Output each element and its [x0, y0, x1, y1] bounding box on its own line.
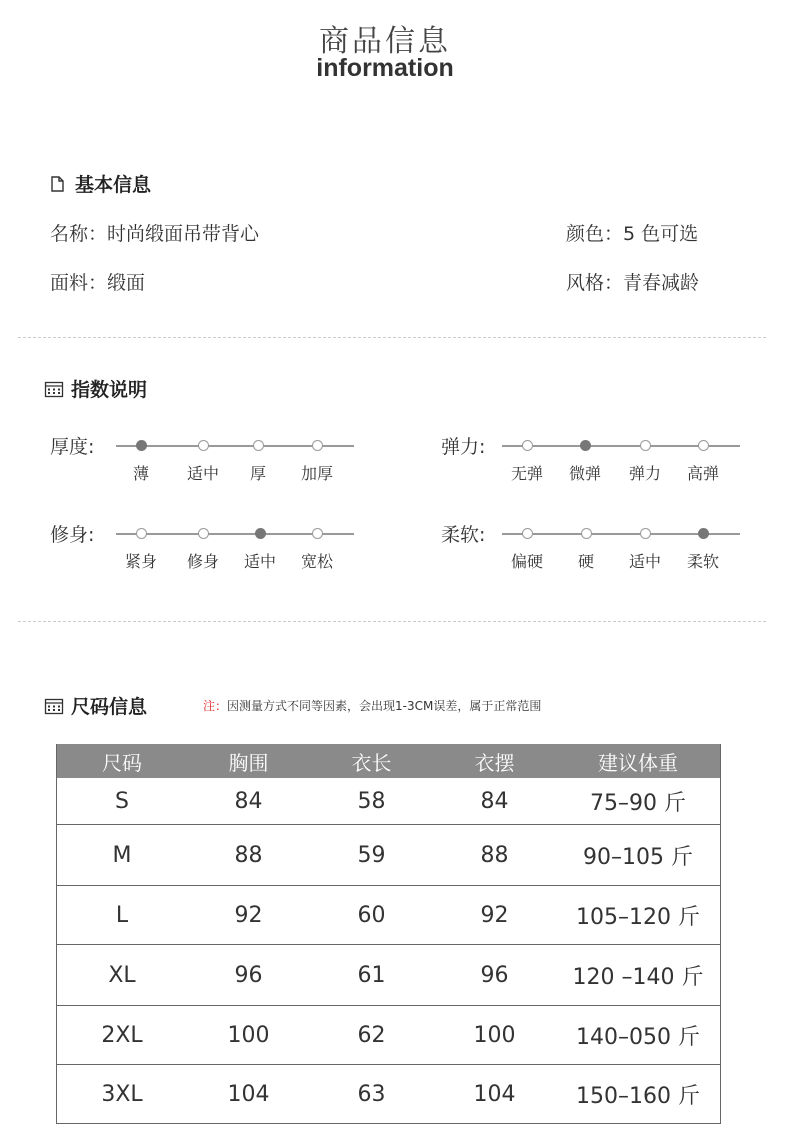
table-cell: 104	[187, 1065, 310, 1124]
table-cell: 84	[187, 778, 310, 825]
scale-dot	[253, 440, 264, 451]
size-note	[203, 697, 541, 714]
size-note-text: 因测量方式不同等因素，会出现1-3CM误差，属于正常范围	[227, 699, 542, 713]
page-subtitle: information	[316, 54, 454, 82]
scale-label: 厚度:	[50, 436, 95, 458]
table-cell: 84	[433, 778, 556, 825]
table-row	[57, 945, 720, 1006]
basic-info-title: 基本信息	[75, 174, 152, 196]
document-icon	[48, 175, 66, 193]
table-header-cell: 建议体重	[556, 744, 720, 778]
table-cell: 105–120 斤	[556, 886, 720, 945]
table-cell: 92	[187, 886, 310, 945]
table-cell: S	[57, 778, 187, 825]
product-name: 名称：时尚缎面吊带背心	[50, 223, 260, 245]
product-material: 面料：缎面	[50, 272, 146, 294]
scale-dot	[312, 528, 323, 539]
scale-option: 弹力	[628, 464, 661, 483]
table-cell: 96	[187, 945, 310, 1006]
table-row	[57, 886, 720, 945]
index-title: 指数说明	[71, 379, 148, 401]
scale-label: 修身:	[50, 524, 95, 546]
scale-dot-selected	[136, 440, 147, 451]
scale-dot	[198, 528, 209, 539]
page-title: 商品信息	[319, 24, 451, 59]
size-note-prefix: 注：	[203, 699, 228, 713]
table-cell: 3XL	[57, 1065, 187, 1124]
table-cell: L	[57, 886, 187, 945]
table-cell: 92	[433, 886, 556, 945]
scale-option: 硬	[577, 552, 594, 571]
product-color: 颜色：5 色可选	[566, 223, 699, 245]
scale-dot-selected	[255, 528, 266, 539]
scale-dot	[522, 528, 533, 539]
scale-option: 紧身	[124, 552, 157, 571]
calendar-icon	[44, 697, 62, 715]
table-cell: 63	[310, 1065, 433, 1124]
scale-dot	[640, 528, 651, 539]
table-cell: 60	[310, 886, 433, 945]
scale-label: 弹力:	[441, 436, 486, 458]
scale-dot	[640, 440, 651, 451]
table-cell: 88	[433, 825, 556, 886]
size-title: 尺码信息	[71, 696, 148, 718]
scale-option: 无弹	[510, 464, 543, 483]
basic-info-heading	[48, 170, 151, 197]
table-row	[57, 778, 720, 825]
scale-option: 适中	[186, 464, 219, 483]
table-cell: 100	[187, 1006, 310, 1065]
scale-dot-selected	[698, 528, 709, 539]
table-cell: 150–160 斤	[556, 1065, 720, 1124]
scale-option: 宽松	[300, 552, 333, 571]
scale-option: 高弹	[686, 464, 719, 483]
table-cell: 88	[187, 825, 310, 886]
divider	[18, 621, 766, 622]
scale-option: 适中	[243, 552, 276, 571]
table-cell: 75–90 斤	[556, 778, 720, 825]
scale-dot	[136, 528, 147, 539]
scale-dot-selected	[580, 440, 591, 451]
table-header-cell: 衣长	[310, 744, 433, 778]
table-cell: 90–105 斤	[556, 825, 720, 886]
scale-option: 修身	[186, 552, 219, 571]
calendar-icon	[44, 380, 62, 398]
scale-dot	[581, 528, 592, 539]
table-header-cell: 胸围	[187, 744, 310, 778]
scale-dot	[522, 440, 533, 451]
scale-option: 偏硬	[510, 552, 543, 571]
table-cell: 62	[310, 1006, 433, 1065]
index-heading	[44, 375, 147, 402]
table-cell: 96	[433, 945, 556, 1006]
table-cell: XL	[57, 945, 187, 1006]
scale-option: 柔软	[686, 552, 719, 571]
table-cell: 58	[310, 778, 433, 825]
table-cell: 61	[310, 945, 433, 1006]
scale-dot	[698, 440, 709, 451]
scale-dot	[198, 440, 209, 451]
product-style: 风格：青春减龄	[566, 272, 700, 294]
divider	[18, 337, 766, 338]
scale-label: 柔软:	[441, 524, 486, 546]
table-cell: 59	[310, 825, 433, 886]
scale-option: 适中	[628, 552, 661, 571]
size-heading	[44, 692, 147, 719]
size-table	[56, 744, 721, 1124]
table-header-cell: 衣摆	[433, 744, 556, 778]
table-cell: 2XL	[57, 1006, 187, 1065]
table-cell: 104	[433, 1065, 556, 1124]
table-header-cell: 尺码	[57, 744, 187, 778]
table-cell: 100	[433, 1006, 556, 1065]
table-cell: 120 –140 斤	[556, 945, 720, 1006]
table-cell: M	[57, 825, 187, 886]
scale-option: 微弹	[568, 464, 601, 483]
scale-option: 加厚	[300, 464, 333, 483]
table-cell: 140–050 斤	[556, 1006, 720, 1065]
table-row	[57, 825, 720, 886]
scale-option: 薄	[132, 464, 149, 483]
table-row	[57, 1065, 720, 1124]
scale-dot	[312, 440, 323, 451]
scale-option: 厚	[249, 464, 266, 483]
table-row	[57, 1006, 720, 1065]
